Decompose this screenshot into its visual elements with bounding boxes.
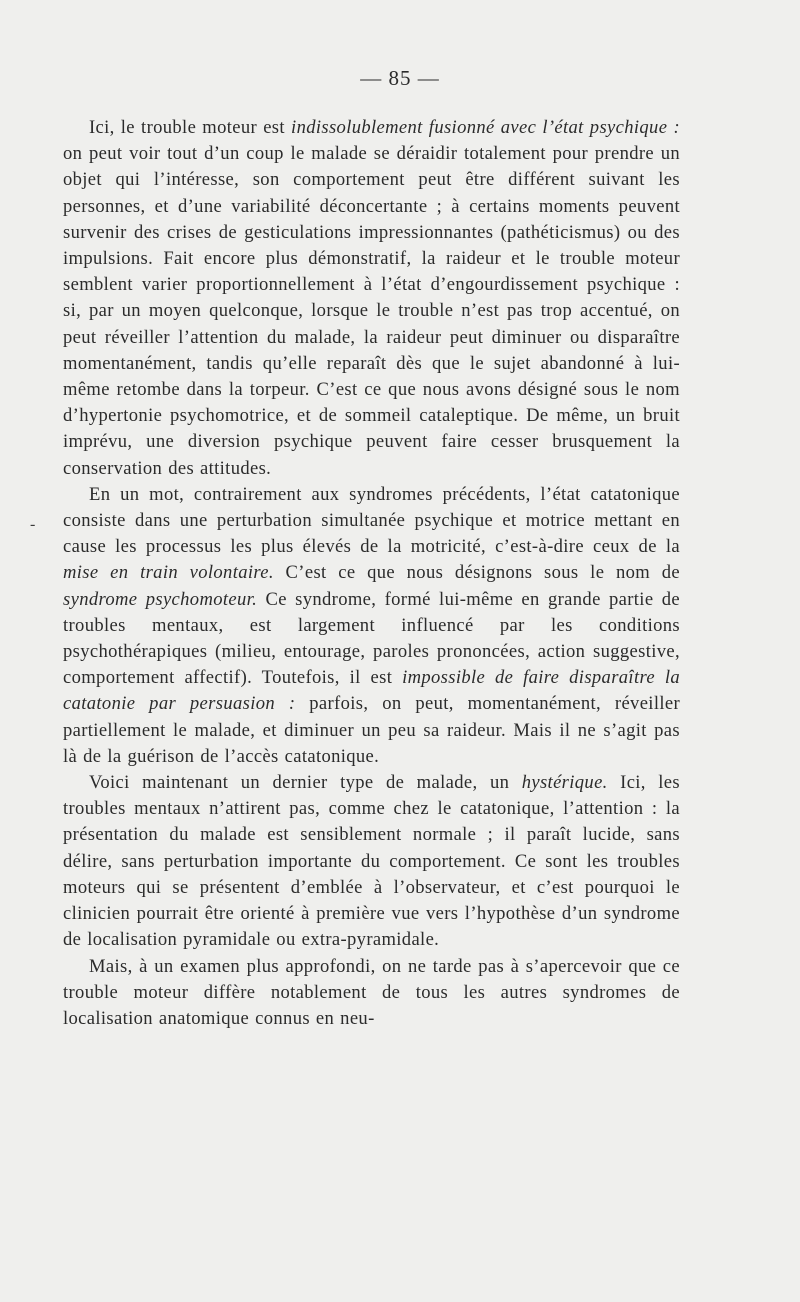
margin-mark: - bbox=[30, 516, 36, 533]
paragraph-4 bbox=[63, 954, 680, 1033]
body-text bbox=[63, 115, 680, 1032]
paragraph-2-segment: C’est ce que nous désignons sous le nom de bbox=[273, 562, 680, 584]
paragraph-2-segment: parfois, on peut, momentanément, réveiller partiellement le malade, et diminuer un peu sa raideur. Mais il ne s’agit pas là de la guérison de l’accès catatonique. bbox=[63, 693, 680, 767]
paragraph-3 bbox=[63, 770, 680, 953]
paragraph-3-segment: Ici, les troubles mentaux n’attirent pas, comme chez le catatonique, l’attention : la présentation du malade est sensiblement normale ; il paraît lucide, sans délire, sans perturbation importante du comportement. Ce sont les troubles moteurs qui se présentent d’emblée à l’observateur, et c’est pourquoi le clinicien pourrait être orienté à première vue vers l’hypothèse d’un syndrome de localisation pyramidale ou extra-pyramidale. bbox=[63, 772, 680, 951]
paragraph-2 bbox=[63, 482, 680, 770]
paragraph-2-segment: Ce syndrome, formé lui-même en grande partie de troubles mentaux, est largement influencé par les conditions psychothérapiques (milieu, entourage, paroles prononcées, action suggestive, comportement affectif). Toutefois, il est bbox=[63, 588, 680, 689]
paragraph-1-segment: on peut voir tout d’un coup le malade se déraidir totalement pour prendre un objet qui l’intéresse, son comportement peut être différent suivant les personnes, et d’une variabilité déconcertante ; à certains moments peuvent survenir des crises de gesticulations impressionnantes (pathéticismus) ou des impulsions. Fait encore plus démonstratif, la raideur et le trouble moteur semblent varier proportionnellement à l’état d’engourdissement psychique : si, par un moyen quelconque, lorsque le trouble n’est pas trop accentué, on peut réveiller l’attention du malade, la raideur peut diminuer ou disparaître momentanément, tandis qu’elle reparaît dès que le sujet abandonné à lui-même retombe dans la torpeur. C’est ce que nous avons désigné sous le nom d’hypertonie psychomotrice, et de sommeil cataleptique. De même, un bruit imprévu, une diversion psychique peuvent faire cesser brusquement la conservation des attitudes. bbox=[63, 143, 680, 479]
paragraph-3-emphasis: hystérique. bbox=[521, 772, 608, 794]
paragraph-2-emphasis: syndrome psychomoteur. bbox=[63, 588, 258, 610]
paragraph-1-emphasis: indissolublement fusionné avec l’état psychique : bbox=[291, 117, 680, 138]
paragraph-4-segment: Mais, à un examen plus approfondi, on ne tarde pas à s’apercevoir que ce trouble moteur diffère notablement de tous les autres syndromes de localisation anatomique connus en neu- bbox=[63, 955, 680, 1029]
paragraph-3-segment: Voici maintenant un dernier type de malade, un bbox=[89, 772, 522, 794]
paragraph-1 bbox=[63, 115, 680, 482]
paragraph-2-emphasis: mise en train volontaire. bbox=[63, 562, 274, 584]
paragraph-2-emphasis: impossible de faire disparaître la catatonie par persuasion : bbox=[63, 667, 680, 715]
page-number: — 85 — bbox=[360, 66, 440, 90]
paragraph-1-segment: Ici, le trouble moteur est bbox=[89, 117, 292, 138]
paragraph-2-segment: En un mot, contrairement aux syndromes précédents, l’état catatonique consiste dans une perturbation simultanée psychique et motrice mettant en cause les processus les plus élevés de la motricité, c’est-à-dire ceux de la bbox=[63, 483, 680, 558]
